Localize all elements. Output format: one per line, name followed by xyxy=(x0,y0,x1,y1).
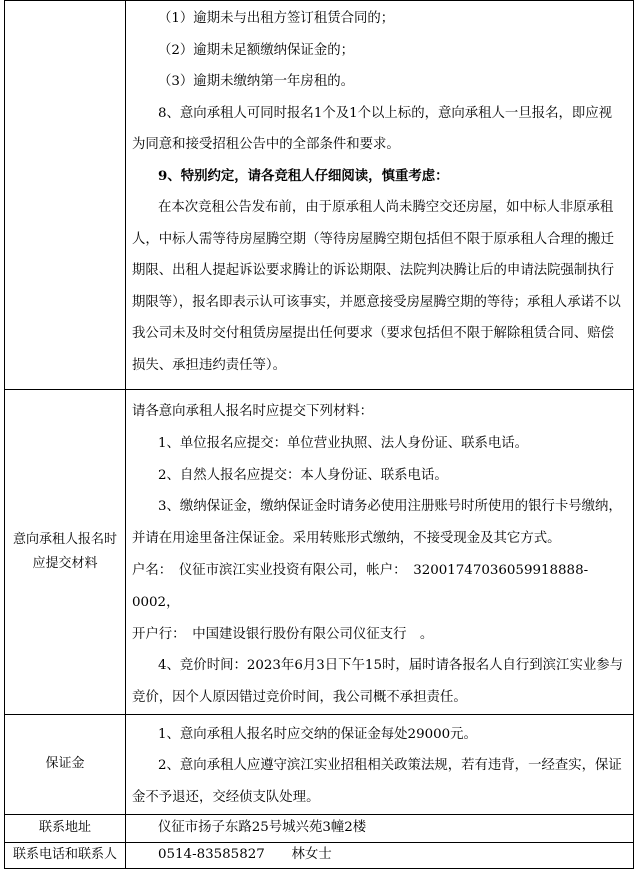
bank-line: 开户行： 中国建设银行股份有限公司仪征支行 。 xyxy=(132,626,434,642)
materials-item-2: 2、自然人报名应提交：本人身份证、联系电话。 xyxy=(158,467,448,483)
materials-item-3: 3、缴纳保证金，缴纳保证金时请务必使用注册账号时所使用的银行卡号缴纳，并请在用途里备注保证金。采用转账形式缴纳，不接受现金及其它方式。 xyxy=(132,499,622,547)
lease-item-1: （1）逾期未与出租方签订租赁合同的； xyxy=(158,11,395,26)
contact-row xyxy=(5,842,634,868)
multi-bid-clause: 8、意向承租人可同时报名1个及1个以上标的，意向承租人一旦报名，即应视为同意和接受招租公告中的全部条件和要求。 xyxy=(132,105,613,152)
address-content xyxy=(126,814,634,842)
materials-item-4: 4、竞价时间：2023年6月3日下午15时，届时请各报名人自行到滨江实业参与竞价，因个人原因错过竞价时间，我公司概不承担责任。 xyxy=(132,658,624,706)
materials-row xyxy=(5,390,634,715)
deposit-item-2: 2、意向承租人应遵守滨江实业招租相关政策法规，若有违背，一经查实，保证金不予退还，交经侦支队处理。 xyxy=(132,758,622,805)
lease-item-3: （3）逾期未缴纳第一年房租的。 xyxy=(158,74,354,89)
materials-intro: 请各意向承租人报名时应提交下列材料： xyxy=(132,404,374,419)
materials-item-1: 1、单位报名应提交：单位营业执照、法人身份证、联系电话。 xyxy=(158,435,529,451)
materials-label: 意向承租人报名时应提交材料 xyxy=(5,390,126,715)
materials-content xyxy=(126,390,634,715)
lease-item-2: （2）逾期未足额缴纳保证金的； xyxy=(158,42,354,58)
special-agreement-body: 在本次竞租公告发布前，由于原承租人尚未腾空交还房屋，如中标人非原承租人，中标人需等待房屋腾空期（等待房屋腾空期包括但不限于原承租人合理的搬迁期限、出租人提起诉讼要求腾让的诉讼期限、法院判决腾让后的申请法院强制执行期限等），报名即表示认可该事实，并愿意接受房屋腾空期的等待；承租人承诺不以我公司未及时交付租赁房屋提出任何要求（要求包括但不限于解除租赁合同、赔偿损失、承担违约责任等）。 xyxy=(132,200,621,373)
lease-terms-label-cell xyxy=(5,1,126,390)
special-agreement-heading: 9、特别约定，请各竞租人仔细阅读，慎重考虑： xyxy=(158,167,449,184)
account-name-line: 户名： 仪征市滨江实业投资有限公司，帐户： 32001747036059918888-0002， xyxy=(132,562,589,610)
address-row xyxy=(5,814,634,842)
contact-value: 0514-83585827 林女士 xyxy=(158,847,332,863)
lease-terms-row xyxy=(5,1,634,390)
announcement-table xyxy=(4,0,634,869)
document-page xyxy=(4,0,634,863)
deposit-label: 保证金 xyxy=(5,714,126,814)
contact-content xyxy=(126,842,634,868)
lease-terms-content xyxy=(126,1,634,390)
deposit-item-1: 1、意向承租人报名时应交纳的保证金每处29000元。 xyxy=(158,726,477,742)
deposit-content xyxy=(126,714,634,814)
contact-label: 联系电话和联系人 xyxy=(5,842,126,868)
address-label: 联系地址 xyxy=(5,814,126,842)
address-value: 仪征市扬子东路25号城兴苑3幢2楼 xyxy=(158,820,367,836)
deposit-row xyxy=(5,714,634,814)
